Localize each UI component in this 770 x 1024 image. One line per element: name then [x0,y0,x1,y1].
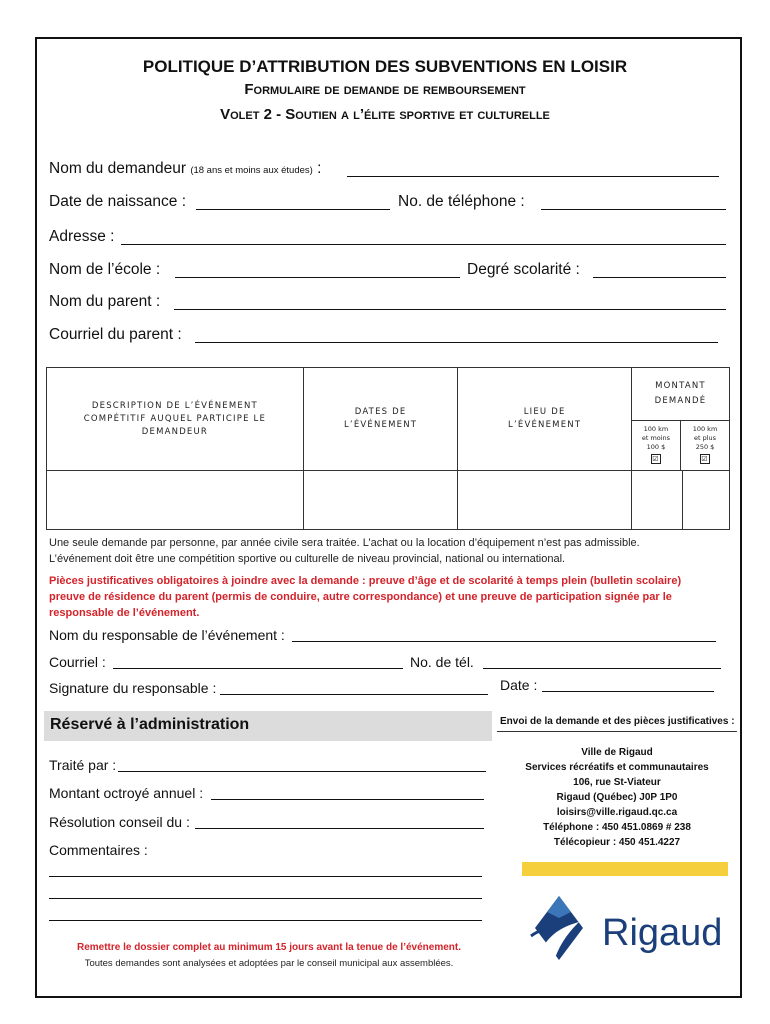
date-label: Date : [500,677,538,693]
opt2-line3: 250 $ [695,443,715,451]
address-field[interactable] [121,244,726,245]
applicant-name-label [49,160,321,180]
rule-one-request: Une seule demande par personne, par année civile sera traitée. L’achat ou la location d’équipement n’est pas admissible. [49,537,640,549]
opt1-line3: 100 $ [646,443,666,451]
address-line: Ville de Rigaud [581,747,653,758]
email-link[interactable]: loisirs@ville.rigaud.qc.ca [556,807,678,818]
admin-title: Réservé à l’administration [50,716,250,733]
send-title: Envoi de la demande et des pièces justificatives : [500,716,735,727]
col-location-header: LIEU DE L’ÉVÉNEMENT [458,368,632,471]
applicant-name-text: Nom du demandeur [49,160,186,177]
applicant-colon: : [312,160,322,177]
opt2-line2: et plus [693,434,717,442]
responsible-name-label: Nom du responsable de l’événement : [49,627,285,643]
checkbox-icon[interactable]: ☑ [652,455,660,463]
responsible-name-field[interactable] [292,641,716,642]
parent-label: Nom du parent : [49,293,161,310]
school-label: Nom de l’école : [49,261,161,278]
address-line: Téléphone : 450 451.0869 # 238 [543,822,691,833]
parent-email-field[interactable] [195,342,718,343]
phone-field[interactable] [541,209,726,210]
amount-granted-label: Montant octroyé annuel : [49,785,204,801]
applicant-name-field[interactable] [347,176,719,177]
birthdate-field[interactable] [196,209,390,210]
grade-label: Degré scolarité : [467,261,580,278]
form-subtitle: Formulaire de demande de remboursement [244,81,526,98]
send-address [497,745,737,850]
processed-by-label: Traité par : [49,757,117,773]
form-title: POLITIQUE D’ATTRIBUTION DES SUBVENTIONS EN LOISIR [142,57,628,76]
amount-250-cell[interactable] [683,471,730,530]
council-resolution-field[interactable] [195,828,484,829]
amount-100-cell[interactable] [631,471,682,530]
council-note: Toutes demandes sont analysées et adoptées par le conseil municipal aux assemblées. [84,958,454,969]
responsible-tel-label: No. de tél. [410,654,474,670]
applicant-age-note: (18 ans et moins aux études) [190,165,313,176]
event-table [46,367,730,530]
comments-line-1[interactable] [49,876,482,877]
parent-email-label: Courriel du parent : [49,326,182,343]
address-label: Adresse : [49,228,115,245]
address-line: Services récréatifs et communautaires [525,762,709,773]
opt2-line1: 100 km [692,425,718,433]
comments-label: Commentaires : [49,842,148,858]
location-cell[interactable] [458,471,632,530]
yellow-accent-bar [522,862,728,876]
amount-title: MONTANT DEMANDÉ [632,368,729,421]
comments-line-3[interactable] [49,920,482,921]
option-100-or-less [632,421,681,470]
dates-cell[interactable] [303,471,458,530]
description-cell[interactable] [47,471,304,530]
signature-field[interactable] [220,694,488,695]
phone-label: No. de téléphone : [398,193,525,210]
col-dates-header: DATES DE L’ÉVÉNEMENT [303,368,458,471]
comments-line-2[interactable] [49,898,482,899]
address-line: 106, rue St-Viateur [573,777,661,788]
address-line: Rigaud (Québec) J0P 1P0 [556,792,678,803]
responsible-email-label: Courriel : [49,654,106,670]
birthdate-label: Date de naissance : [49,193,187,210]
parent-field[interactable] [174,309,726,310]
checkbox-icon[interactable]: ☑ [701,455,709,463]
responsible-email-field[interactable] [113,668,403,669]
event-entry-row [47,471,730,530]
school-field[interactable] [175,277,460,278]
date-field[interactable] [542,691,714,692]
required-documents: Pièces justificatives obligatoires à joindre avec la demande : preuve d’âge et de scolarité à temps plein (bulletin scolaire) preuve de résidence du parent (permis de conduire, autre correspondance) et une preuve de participation signée par le responsable de l’événement. [49,575,682,619]
signature-label: Signature du responsable : [49,680,217,696]
logo-text: Rigaud [602,912,723,954]
rule-event-level: L’événement doit être une compétition sportive ou culturelle de niveau provincial, national ou international. [49,553,566,565]
responsible-tel-field[interactable] [483,668,721,669]
rigaud-logo-icon [521,892,601,964]
col-description-header: DESCRIPTION DE L’ÉVÉNEMENT COMPÉTITIF AUQUEL PARTICIPE LE DEMANDEUR [47,368,304,471]
council-resolution-label: Résolution conseil du : [49,814,190,830]
col-amount-header [631,368,729,471]
opt1-line1: 100 km [643,425,669,433]
opt1-line2: et moins [641,434,671,442]
processed-by-field[interactable] [118,771,486,772]
form-volet: Volet 2 - Soutien a l’élite sportive et culturelle [220,106,550,123]
grade-field[interactable] [593,277,726,278]
deadline-warning: Remettre le dossier complet au minimum 15 jours avant la tenue de l’événement. [76,942,461,953]
address-line: Télécopieur : 450 451.4227 [553,837,681,848]
send-divider [497,731,737,732]
option-100-or-more [681,421,729,470]
amount-granted-field[interactable] [211,799,484,800]
